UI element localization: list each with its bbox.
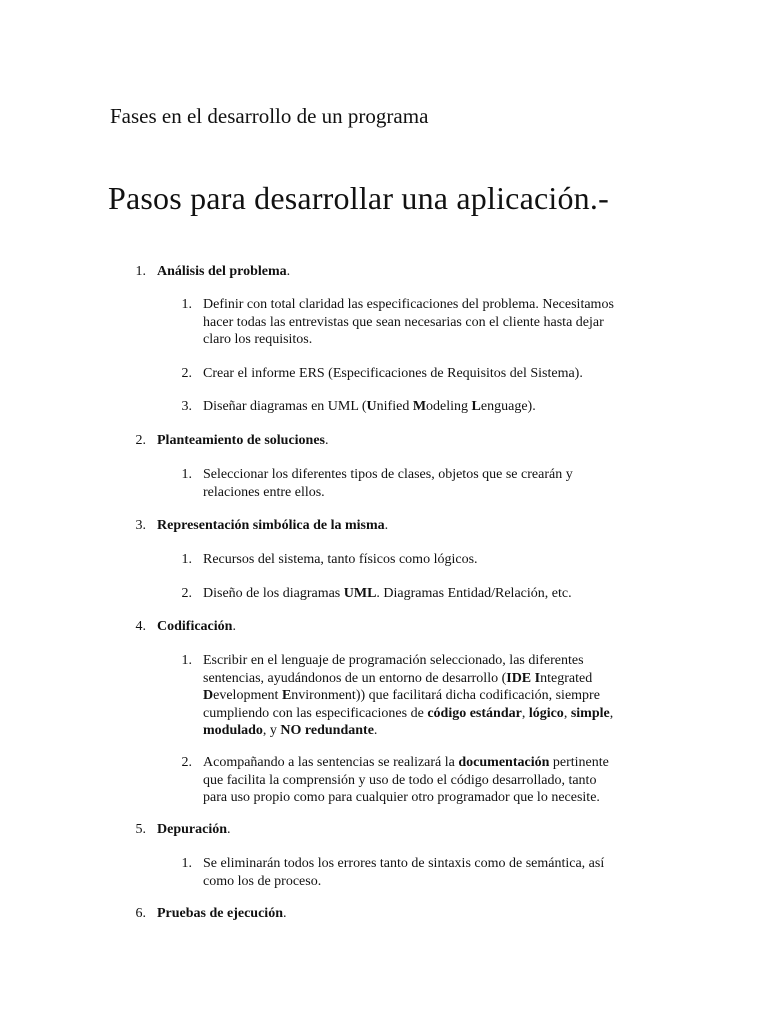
substep-line: [203, 398, 536, 416]
substep-line: Seleccionar los diferentes tipos de clases, objetos que se crearán y: [203, 467, 573, 482]
step-title-punct: .: [325, 433, 329, 448]
step-title-punct: .: [232, 619, 236, 634]
substep-line: [203, 705, 613, 723]
document-heading: Pasos para desarrollar una aplicación.-: [108, 180, 609, 216]
bold-run: E: [281, 688, 292, 703]
substep-line: [203, 722, 377, 740]
text-run: Diseñar diagramas en UML (: [203, 399, 367, 414]
step-title: [157, 821, 231, 839]
bold-run: IDE I: [506, 670, 541, 686]
step-title-punct: .: [384, 518, 389, 533]
step-title: [157, 905, 286, 923]
text-run: ,: [521, 705, 529, 721]
substep-line: Recursos del sistema, tanto físicos como lógicos.: [203, 552, 478, 567]
substep-number: 1.: [181, 856, 192, 871]
bold-run: simple: [570, 705, 610, 721]
substep-line: que facilita la comprensión y uso de todo el código desarrollado, tanto: [203, 772, 597, 788]
text-run: enguage).: [480, 399, 536, 414]
bold-run: documentación: [458, 755, 550, 770]
text-run: nvironment)) que facilitará dicha codificación, siempre: [291, 688, 600, 703]
substep-line: relaciones entre ellos.: [203, 484, 325, 500]
bold-run: M: [412, 399, 427, 414]
step-title-bold: Pruebas de ejecución: [157, 906, 283, 921]
step-title-punct: .: [286, 264, 291, 279]
step-title: [157, 263, 290, 281]
text-run: Acompañando a las sentencias se realizará la: [203, 755, 459, 770]
text-run: ntegrated: [540, 670, 593, 686]
step-title: [157, 432, 329, 450]
step-number: 3.: [135, 518, 146, 533]
bold-run: UML: [343, 586, 377, 601]
step-number: 6.: [135, 906, 146, 921]
text-run: . Diagramas Entidad/Relación, etc.: [376, 586, 572, 601]
substep-line: hacer todas las entrevistas que sean necesarias con el cliente hasta dejar: [203, 314, 604, 330]
document-title: Fases en el desarrollo de un programa: [110, 104, 429, 128]
bold-run: código estándar: [427, 705, 522, 721]
text-run: odeling: [426, 399, 472, 414]
bold-run: U: [366, 399, 377, 414]
substep-line: Definir con total claridad las especificaciones del problema. Necesitamos: [203, 297, 614, 312]
substep-line: Crear el informe ERS (Especificaciones de Requisitos del Sistema).: [203, 366, 583, 381]
step-title-punct: .: [282, 906, 287, 921]
text-run: , y: [262, 723, 281, 738]
bold-run: lógico: [528, 705, 564, 721]
substep-number: 1.: [181, 467, 192, 482]
step-title-bold: Planteamiento de soluciones: [157, 433, 325, 448]
substep-line: [203, 670, 592, 688]
step-title: [157, 517, 388, 535]
step-number: 2.: [135, 433, 146, 448]
substep-number: 3.: [181, 399, 192, 414]
substep-line: Se eliminarán todos los errores tanto de sintaxis como de semántica, así: [203, 856, 605, 871]
step-title-bold: Depuración: [157, 822, 227, 837]
text-run: Diseño de los diagramas: [203, 586, 344, 601]
step-title-bold: Representación simbólica de la misma: [157, 518, 385, 533]
text-run: ,: [563, 705, 571, 721]
step-number: 1.: [135, 264, 146, 279]
substep-number: 2.: [181, 366, 192, 381]
bold-run: NO redundante: [280, 723, 374, 738]
bold-run: L: [471, 399, 481, 414]
text-run: ,: [609, 705, 614, 721]
text-run: sentencias, ayudándonos de un entorno de desarrollo (: [203, 670, 507, 686]
substep-number: 2.: [181, 755, 192, 770]
substep-line: claro los requisitos.: [203, 332, 313, 347]
substep-line: [203, 687, 600, 705]
substep-line: [203, 585, 572, 603]
text-run: evelopment: [213, 688, 282, 703]
substep-line: Escribir en el lenguaje de programación seleccionado, las diferentes: [203, 653, 584, 668]
step-title-bold: Análisis del problema: [157, 264, 287, 279]
text-run: .: [373, 723, 378, 738]
substep-line: como los de proceso.: [203, 873, 322, 889]
substep-number: 1.: [181, 297, 192, 312]
substep-line: [203, 754, 609, 772]
substep-line: para uso propio como para cualquier otro programador que lo necesite.: [203, 790, 600, 805]
bold-run: D: [203, 688, 214, 703]
text-run: cumpliendo con las especificaciones de: [203, 705, 428, 721]
bold-run: modulado: [203, 723, 263, 738]
step-number: 4.: [135, 619, 146, 634]
step-title-punct: .: [227, 822, 231, 837]
step-number: 5.: [135, 822, 146, 837]
substep-number: 1.: [181, 552, 192, 567]
text-run: nified: [376, 399, 413, 414]
text-run: pertinente: [549, 755, 609, 770]
substep-number: 1.: [181, 653, 192, 668]
step-title: [157, 618, 236, 636]
substep-number: 2.: [181, 586, 192, 601]
step-title-bold: Codificación: [157, 619, 233, 634]
